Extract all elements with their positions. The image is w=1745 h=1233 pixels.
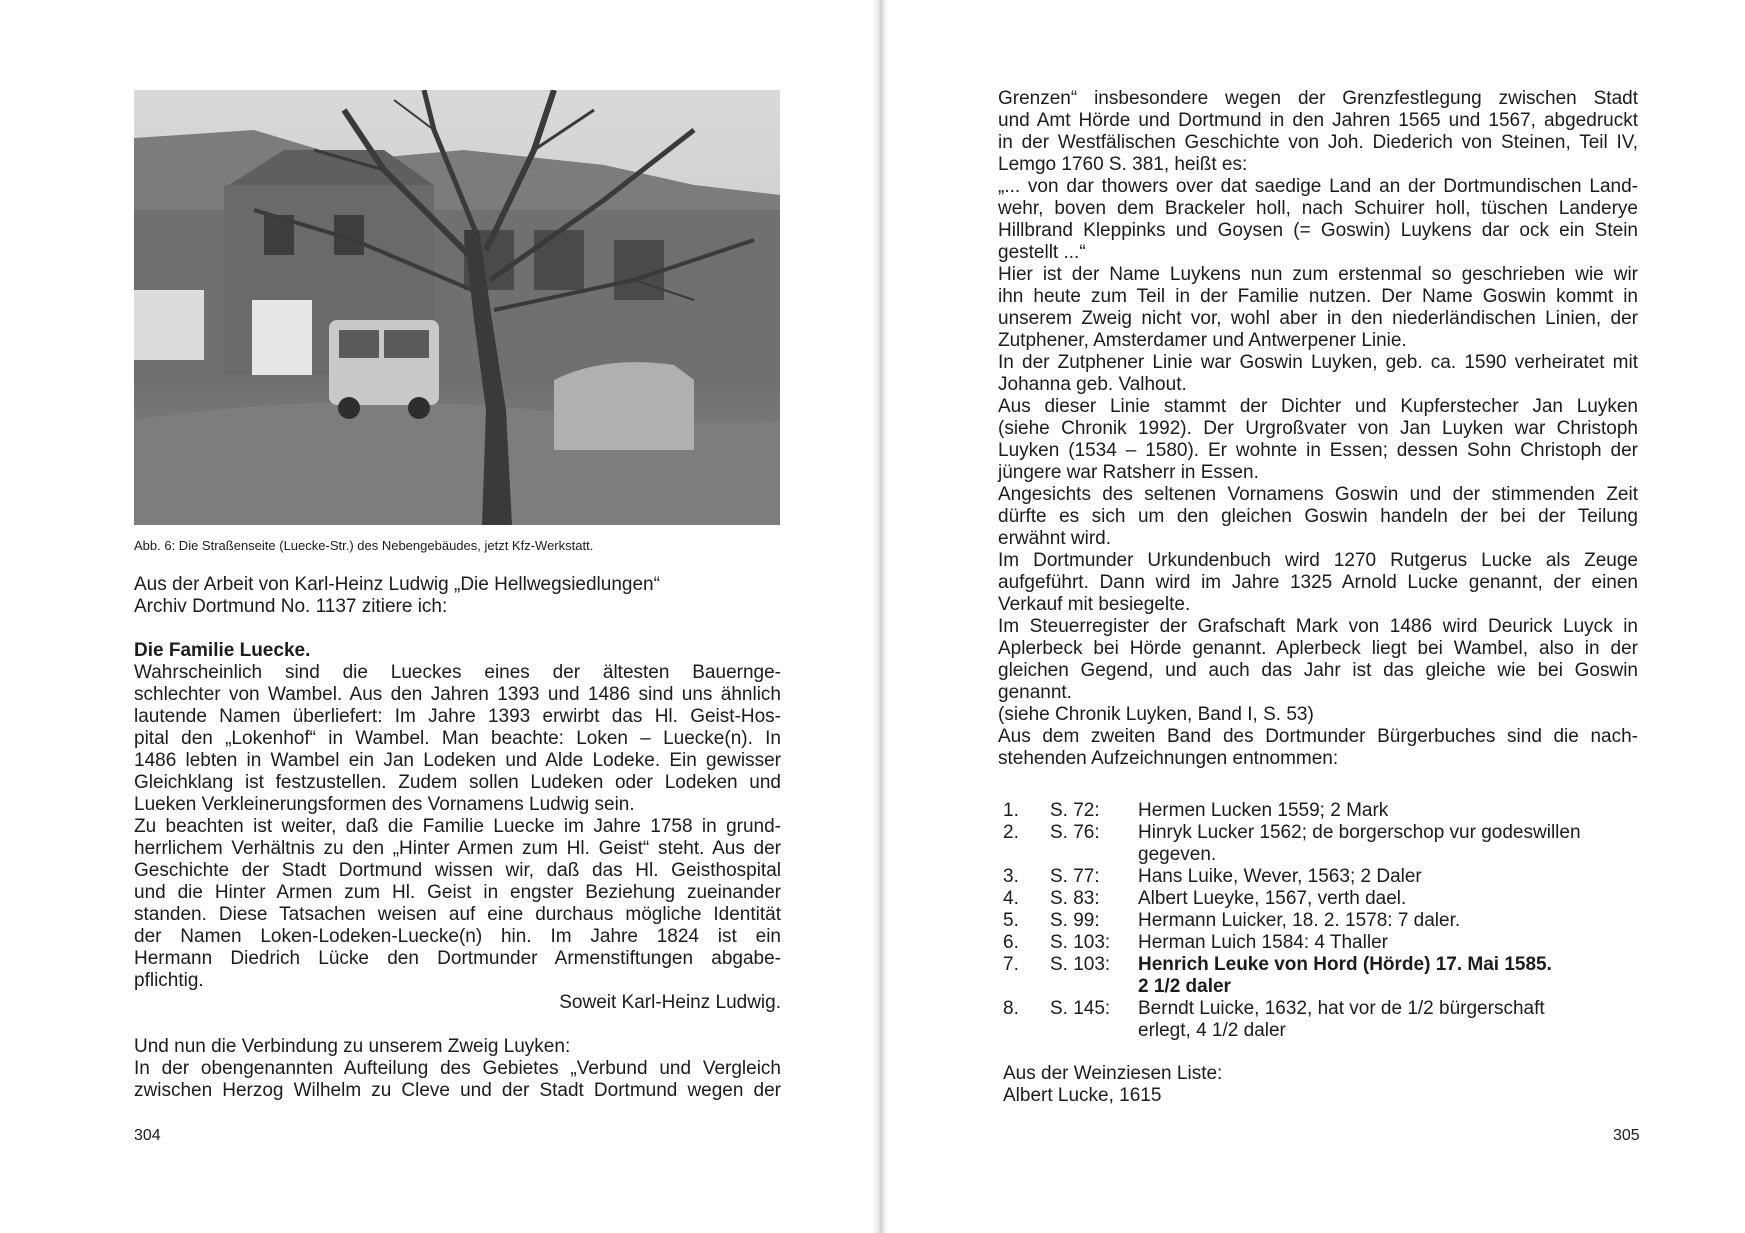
text-line: Lueken Verkleinerungsformen des Vornamens Ludwig sein. (134, 794, 635, 815)
record-text: Hans Luike, Wever, 1563; 2 Daler (1138, 866, 1422, 887)
list-item (1003, 822, 1643, 844)
text-line: dürfte es sich um den gleichen Goswin handeln der bei der Teilung (998, 506, 1638, 527)
intro-paragraph (134, 574, 781, 618)
text-line: Im Steuerregister der Grafschaft Mark von 1486 wird Deurick Luyck in (998, 616, 1638, 637)
text-line: schlechter von Wambel. Aus den Jahren 1393 und 1486 sind uns ähnlich (134, 684, 781, 705)
text-line: Gleichklang ist festzustellen. Zudem sollen Ludeken oder Lodeken und (134, 772, 781, 793)
left-page (0, 0, 872, 1233)
footer-note (1003, 1063, 1643, 1107)
record-page-ref: S. 83: (1050, 888, 1100, 909)
family-section (134, 640, 781, 1102)
text-line: Aus dieser Linie stammt der Dichter und Kupferstecher Jan Luyken (998, 396, 1638, 417)
record-text: Herman Luich 1584: 4 Thaller (1138, 932, 1388, 953)
text-line: genannt. (998, 682, 1072, 703)
list-item (1003, 888, 1643, 910)
record-text: Hinryk Lucker 1562; de borgerschop vur godeswillen (1138, 822, 1581, 843)
record-number: 7. (1003, 954, 1019, 975)
right-body-text (998, 88, 1638, 770)
list-item (1003, 910, 1643, 932)
text-line: gleichen Gegend, und auch das Jahr ist das gleiche wie bei Goswin (998, 660, 1638, 681)
text-line: Aus der Arbeit von Karl-Heinz Ludwig „Die Hellwegsiedlungen“ (134, 574, 660, 595)
record-page-ref: S. 72: (1050, 800, 1100, 821)
text-line: (siehe Chronik Luyken, Band I, S. 53) (998, 704, 1314, 725)
text-line: Luyken (1534 – 1580). Er wohnte in Essen; dessen Sohn Christoph der (998, 440, 1638, 461)
text-line: Wahrscheinlich sind die Lueckes eines der ältesten Bauernge- (134, 662, 781, 683)
text-line: 1486 lebten in Wambel ein Jan Lodeken und Alde Lodeke. Ein gewisser (134, 750, 781, 771)
record-text: Hermen Lucken 1559; 2 Mark (1138, 800, 1389, 821)
list-item (1003, 932, 1643, 954)
quote-attribution: Soweit Karl-Heinz Ludwig. (559, 992, 781, 1013)
record-text: 2 1/2 daler (1138, 976, 1231, 997)
text-line: In der Zutphener Linie war Goswin Luyken, geb. ca. 1590 verheiratet mit (998, 352, 1638, 373)
text-line: Zu beachten ist weiter, daß die Familie Luecke im Jahre 1758 in grund- (134, 816, 781, 837)
book-gutter (872, 0, 888, 1233)
text-line: wehr, boven dem Brackeler holl, nach Schuirer holl, tüschen Landerye (998, 198, 1638, 219)
text-line: zwischen Herzog Wilhelm zu Cleve und der Stadt Dortmund wegen der (134, 1080, 781, 1101)
list-item (1003, 866, 1643, 888)
record-number: 6. (1003, 932, 1019, 953)
record-number: 4. (1003, 888, 1019, 909)
page-number: 304 (134, 1127, 161, 1144)
text-line: „... von dar thowers over dat saedige Land an der Dortmundischen Land- (998, 176, 1638, 197)
text-line: erwähnt wird. (998, 528, 1111, 549)
text-line: Und nun die Verbindung zu unserem Zweig Luyken: (134, 1036, 571, 1057)
text-line: Aus der Weinziesen Liste: (1003, 1063, 1223, 1084)
list-item (1003, 998, 1643, 1020)
text-line: in der Westfälischen Geschichte von Joh. Diederich von Steinen, Teil IV, (998, 132, 1638, 153)
list-item (1003, 800, 1643, 822)
text-line: ihn heute zum Teil in der Familie nutzen. Der Name Goswin kommt in (998, 286, 1638, 307)
text-line: herrlichem Verhältnis zu den „Hinter Armen zum Hl. Geist“ steht. Aus der (134, 838, 781, 859)
record-page-ref: S. 145: (1050, 998, 1111, 1019)
text-line: pflichtig. (134, 970, 204, 991)
text-line: Hier ist der Name Luykens nun zum erstenmal so geschrieben wie wir (998, 264, 1638, 285)
record-text: Hermann Luicker, 18. 2. 1578: 7 daler. (1138, 910, 1461, 931)
right-page (888, 0, 1745, 1233)
text-line: Archiv Dortmund No. 1137 zitiere ich: (134, 596, 448, 617)
text-line: Verkauf mit besiegelte. (998, 594, 1191, 615)
record-page-ref: S. 77: (1050, 866, 1100, 887)
record-text: Albert Lueyke, 1567, verth dael. (1138, 888, 1407, 909)
record-number: 5. (1003, 910, 1019, 931)
text-line: und Amt Hörde und Dortmund in den Jahren 1565 und 1567, abgedruckt (998, 110, 1638, 131)
text-line: Lemgo 1760 S. 381, heißt es: (998, 154, 1248, 175)
record-number: 8. (1003, 998, 1019, 1019)
list-item-continuation (1003, 976, 1643, 998)
record-text: erlegt, 4 1/2 daler (1138, 1020, 1286, 1041)
text-line: (siehe Chronik 1992). Der Urgroßvater von Jan Luyken war Christoph (998, 418, 1638, 439)
text-line: unserem Zweig nicht vor, wohl aber in den niederländischen Linien, der (998, 308, 1638, 329)
text-line: pital den „Lokenhof“ in Wambel. Man beachte: Loken – Luecke(n). In (134, 728, 781, 749)
record-page-ref: S. 103: (1050, 932, 1111, 953)
list-item-continuation (1003, 1020, 1643, 1042)
record-text: gegeven. (1138, 844, 1217, 865)
record-number: 1. (1003, 800, 1019, 821)
text-line: Im Dortmunder Urkundenbuch wird 1270 Rutgerus Lucke als Zeuge (998, 550, 1638, 571)
page-number: 305 (1613, 1127, 1640, 1144)
text-line: Aus dem zweiten Band des Dortmunder Bürgerbuches sind die nach- (998, 726, 1638, 747)
section-heading: Die Familie Luecke. (134, 640, 311, 661)
text-line: Zutphener, Amsterdamer und Antwerpener Linie. (998, 330, 1407, 351)
text-line: stehenden Aufzeichnungen entnommen: (998, 748, 1339, 769)
list-item-highlighted (1003, 954, 1643, 976)
text-line: jüngere war Ratsherr in Essen. (998, 462, 1259, 483)
text-line: lautende Namen überliefert: Im Jahre 1393 erwirbt das Hl. Geist-Hos- (134, 706, 781, 727)
record-page-ref: S. 99: (1050, 910, 1100, 931)
text-line: Aplerbeck bei Hörde genannt. Aplerbeck liegt bei Wambel, also in der (998, 638, 1638, 659)
records-list (1003, 800, 1643, 1042)
text-line: und die Hinter Armen zum Hl. Geist in engster Beziehung zueinander (134, 882, 781, 903)
photo-caption: Abb. 6: Die Straßenseite (Luecke-Str.) des Nebengebäudes, jetzt Kfz-Werkstatt. (134, 538, 594, 553)
text-line: Johanna geb. Valhout. (998, 374, 1187, 395)
record-number: 3. (1003, 866, 1019, 887)
record-text: Henrich Leuke von Hord (Hörde) 17. Mai 1585. (1138, 954, 1552, 975)
list-item-continuation (1003, 844, 1643, 866)
building-photo (134, 90, 780, 525)
text-line: In der obengenannten Aufteilung des Gebietes „Verbund und Vergleich (134, 1058, 781, 1079)
text-line: der Namen Loken-Lodeken-Luecke(n) hin. Im Jahre 1824 ist ein (134, 926, 781, 947)
photo-figure (134, 90, 780, 525)
record-page-ref: S. 76: (1050, 822, 1100, 843)
text-line: aufgeführt. Dann wird im Jahre 1325 Arnold Lucke genannt, der einen (998, 572, 1638, 593)
text-line: Albert Lucke, 1615 (1003, 1085, 1162, 1106)
text-line: standen. Diese Tatsachen weisen auf eine durchaus mögliche Identität (134, 904, 781, 925)
text-line: Grenzen“ insbesondere wegen der Grenzfestlegung zwischen Stadt (998, 88, 1638, 109)
record-text: Berndt Luicke, 1632, hat vor de 1/2 bürgerschaft (1138, 998, 1545, 1019)
text-line: Geschichte der Stadt Dortmund wissen wir, daß das Hl. Geisthospital (134, 860, 781, 881)
text-line: gestellt ...“ (998, 242, 1086, 263)
text-line: Hillbrand Kleppinks und Goysen (= Goswin) Luykens dar ock ein Stein (998, 220, 1638, 241)
text-line: Hermann Diedrich Lücke den Dortmunder Armenstiftungen abgabe- (134, 948, 781, 969)
text-line: Angesichts des seltenen Vornamens Goswin und der stimmenden Zeit (998, 484, 1638, 505)
record-number: 2. (1003, 822, 1019, 843)
record-page-ref: S. 103: (1050, 954, 1111, 975)
